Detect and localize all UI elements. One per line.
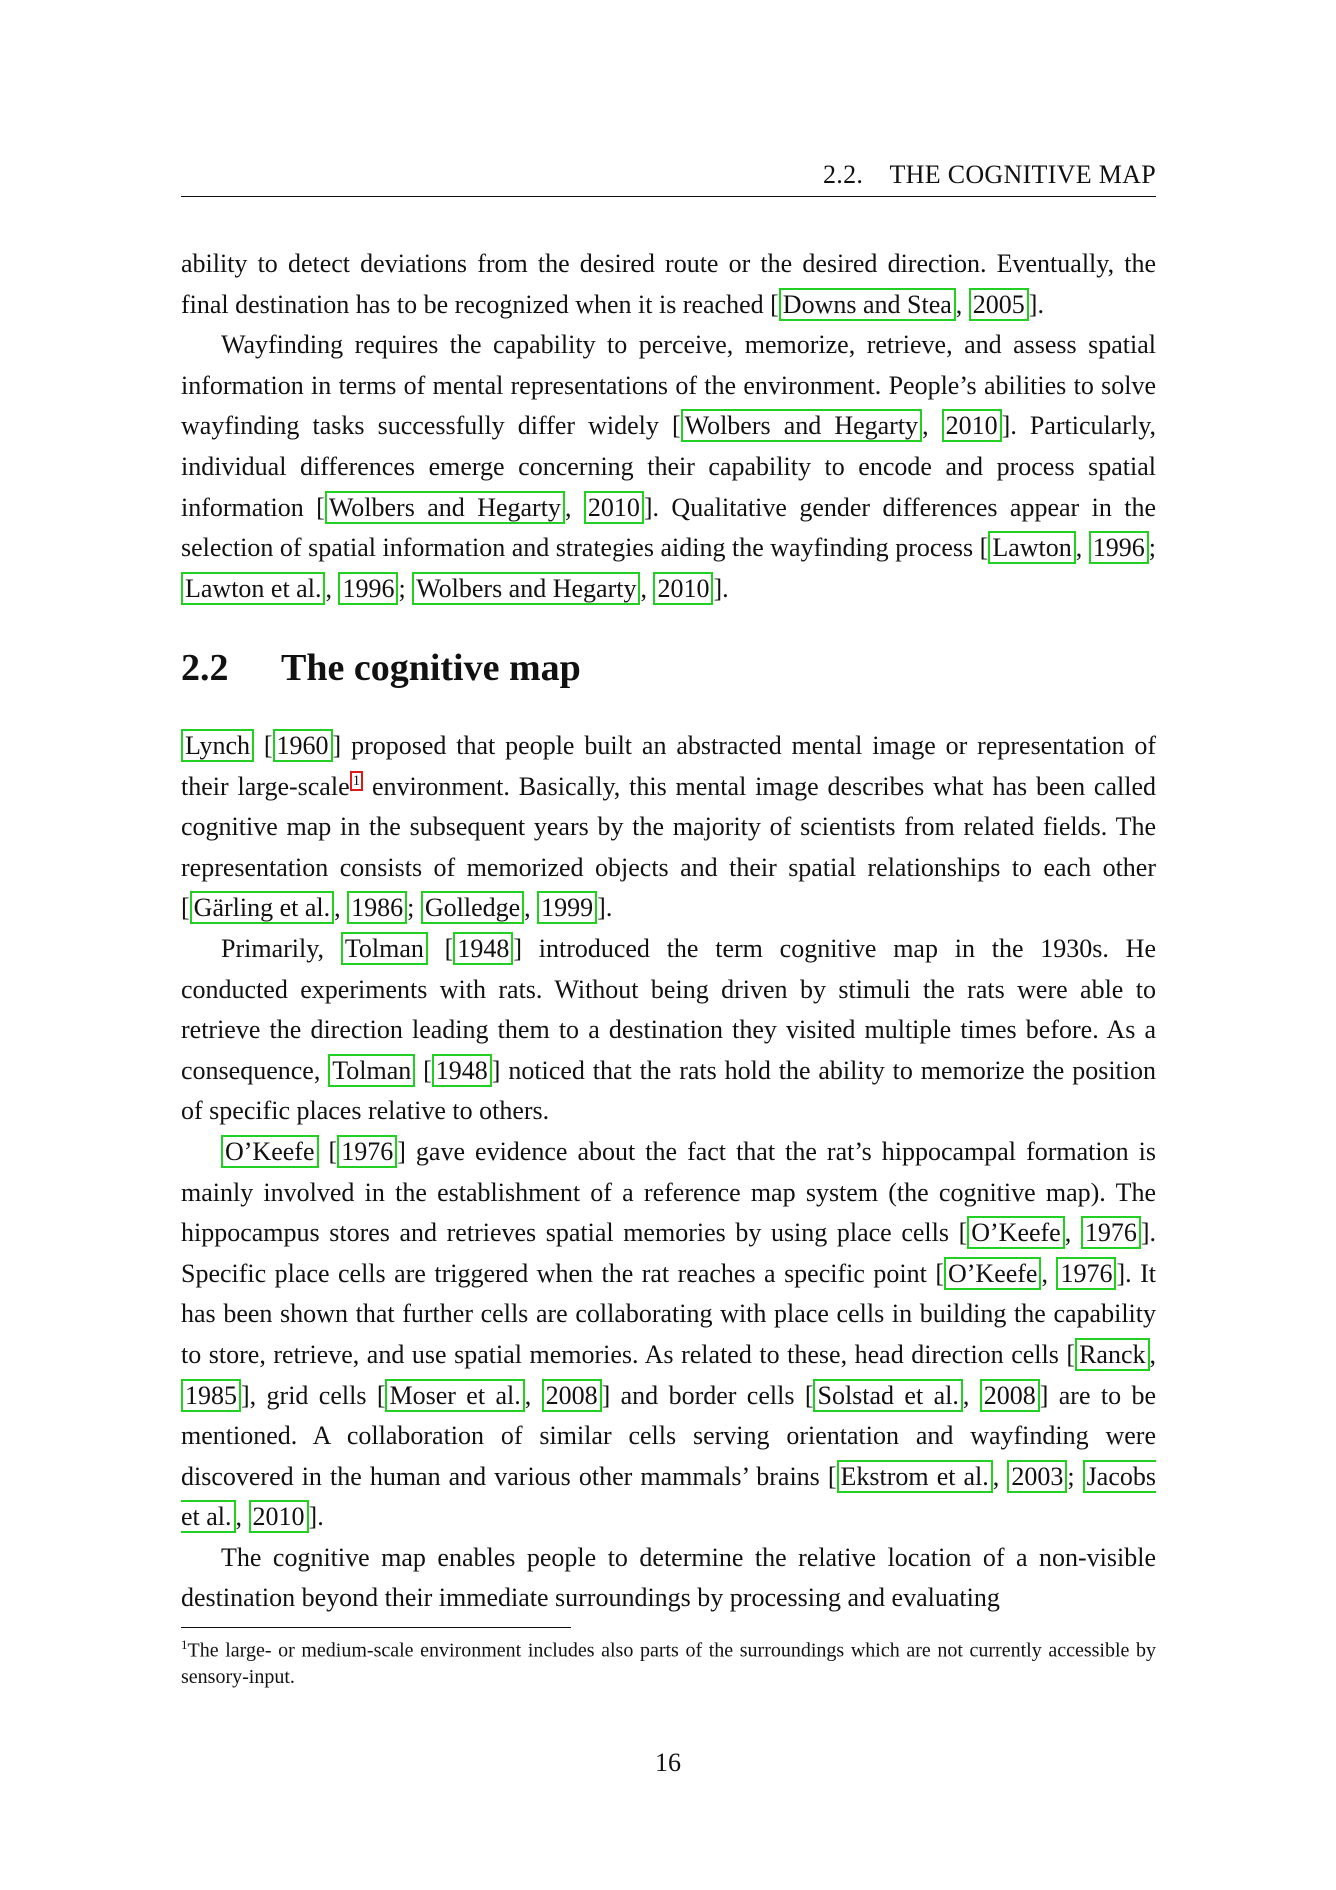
citation-link[interactable]: Lynch [181, 729, 254, 762]
citation-link[interactable]: Wolbers and Hegarty [325, 491, 565, 524]
text-run: ] introduced the term cognitive map in the 1930s. He conducted experiments with rats. Without being driven by stimuli the rats were able to retrieve the direction leading them to a destination they visited multiple times before. As a consequence, [181, 933, 1156, 1085]
citation-link[interactable]: Lawton et al. [181, 572, 325, 605]
text-run: ] are to be mentioned. A collaboration of similar cells serving orientation and wayfinding were discovered in the human and various other mammals’ brains [ [181, 1380, 1157, 1491]
footnote-mark: 1 [181, 1637, 188, 1652]
section-number: 2.2 [181, 647, 229, 689]
citation-link[interactable]: 2008 [542, 1379, 602, 1412]
text-run: [ [254, 731, 273, 760]
text-run: , [992, 1461, 1008, 1491]
text-run: ; [1067, 1461, 1083, 1491]
citation-link[interactable]: 1986 [347, 891, 407, 924]
text-run: ]. [713, 573, 729, 603]
text-run: ]. Particularly, individual differences emerge concerning their capability to encode and process spatial information [ [181, 411, 1157, 522]
footnote-text: The large- or medium-scale environment includes also parts of the surroundings which are not currently accessible by sensory-input. [181, 1639, 1156, 1688]
section-title: The cognitive map [281, 647, 581, 689]
citation-link[interactable]: 1976 [337, 1135, 397, 1168]
citation-link[interactable]: 1996 [338, 572, 398, 605]
paragraph [181, 244, 1156, 325]
text-run: , [955, 289, 969, 319]
citation-link[interactable]: Ekstrom et al. [837, 1460, 993, 1493]
text-run: [ [427, 933, 454, 963]
citation-link[interactable]: Tolman [341, 932, 428, 965]
text-run: ]. [308, 1502, 324, 1532]
text-run: ; [407, 893, 421, 923]
text-run: ] gave evidence about the fact that the rat’s hippocampal formation is mainly involved in the establishment of a reference map system (the cognitive map). The hippocampus stores and retrieves spatial memories by using place cells [ [181, 1136, 1156, 1248]
citation-link[interactable]: Moser et al. [385, 1379, 524, 1412]
text-run: [ [318, 1136, 338, 1166]
citation-link[interactable]: 2008 [980, 1379, 1040, 1412]
citation-link[interactable]: O’Keefe [967, 1216, 1065, 1249]
citation-link[interactable]: Wolbers and Hegarty [681, 409, 922, 442]
citation-link[interactable]: Golledge [421, 891, 524, 924]
citation-link[interactable]: Lawton [988, 531, 1075, 564]
section-heading [181, 646, 581, 690]
text-run: ; [398, 573, 413, 603]
text-run: , [1075, 533, 1089, 563]
text-run: , [524, 893, 538, 923]
citation-link[interactable]: 2003 [1007, 1460, 1067, 1493]
citation-link[interactable]: Tolman [328, 1054, 415, 1087]
text-run: ] noticed that the rats hold the ability to memorize the position of specific places relative to others. [181, 1055, 1156, 1126]
citation-link[interactable]: 1976 [1056, 1257, 1116, 1290]
citation-link[interactable]: 2010 [584, 491, 644, 524]
text-run: , [325, 573, 339, 603]
page-number: 16 [655, 1748, 681, 1777]
text-run: , [640, 573, 654, 603]
citation-link[interactable]: Downs and Stea [779, 288, 956, 321]
text-run: , [235, 1502, 249, 1532]
citation-link[interactable]: 1999 [537, 891, 597, 924]
citation-link[interactable]: Gärling et al. [190, 891, 334, 924]
text-run: [ [415, 1055, 432, 1085]
paragraph [181, 1132, 1156, 1538]
paragraph [181, 929, 1156, 1132]
text-run: ]. It has been shown that further cells are collaborating with place cells in building the capability to store, retrieve, and use spatial memories. As related to these, head direction cells [ [181, 1258, 1156, 1369]
running-head: 2.2. THE COGNITIVE MAP [181, 160, 1156, 197]
text-run: ability to detect deviations from the desired route or the desired direction. Eventually, the final destination has to be recognized when it is reached [ [181, 249, 1156, 319]
text-block-section [181, 726, 1156, 1619]
text-run: , [334, 893, 348, 923]
text-run: , [962, 1380, 980, 1410]
citation-link[interactable]: O’Keefe [944, 1257, 1042, 1290]
text-run: , [1064, 1218, 1081, 1248]
citation-link[interactable]: 1948 [432, 1054, 492, 1087]
footnote-rule [181, 1627, 571, 1628]
citation-link[interactable]: 1960 [273, 729, 333, 762]
citation-link[interactable]: Wolbers and Hegarty [412, 572, 640, 605]
citation-link[interactable]: 2010 [653, 572, 713, 605]
citation-link[interactable]: 1976 [1081, 1216, 1141, 1249]
citation-link[interactable]: O’Keefe [221, 1135, 319, 1168]
citation-link[interactable]: Jacobs et al. [181, 1461, 1156, 1532]
text-run: ; [1148, 533, 1157, 563]
text-run: ]. Specific place cells are triggered when the rat reaches a specific point [ [181, 1218, 1157, 1288]
citation-link[interactable]: 2010 [942, 409, 1002, 442]
footnote-ref-link[interactable]: 1 [350, 771, 364, 791]
text-run: ]. [597, 893, 613, 923]
citation-link[interactable]: Ranck [1075, 1338, 1149, 1371]
text-run: , [564, 492, 584, 522]
paragraph [181, 726, 1156, 929]
text-run: ]. Qualitative gender differences appear in the selection of spatial information and strategies aiding the wayfinding process [ [181, 492, 1157, 563]
text-run: ], grid cells [ [241, 1380, 386, 1410]
text-run: environment. Basically, this mental image describes what has been called cognitive map in the subsequent years by the majority of scientists from related fields. The representation consists of memorized objects and their spatial relationships to each other [ [181, 771, 1156, 923]
paragraph [181, 325, 1156, 609]
text-run: , [922, 411, 942, 441]
text-run: Primarily, [221, 933, 341, 963]
citation-link[interactable]: 2005 [969, 288, 1029, 321]
text-run: , [524, 1380, 542, 1410]
paragraph [181, 1538, 1156, 1619]
citation-link[interactable]: Solstad et al. [813, 1379, 962, 1412]
citation-link[interactable]: 1948 [453, 932, 513, 965]
text-run: ] and border cells [ [601, 1380, 814, 1410]
text-run: The cognitive map enables people to determine the relative location of a non-visible destination beyond their immediate surroundings by processing and evaluating [181, 1542, 1156, 1613]
text-run: ] proposed that people built an abstracted mental image or representation of their large-scale [181, 731, 1156, 801]
citation-link[interactable]: 1985 [181, 1379, 241, 1412]
text-run: Wayfinding requires the capability to perceive, memorize, retrieve, and assess spatial information in terms of mental representations of the environment. People’s abilities to solve wayfinding tasks successfully differ widely [ [181, 330, 1156, 441]
text-run: , [1041, 1258, 1057, 1288]
citation-link[interactable]: 1996 [1089, 531, 1149, 564]
citation-link[interactable]: 2010 [249, 1500, 309, 1533]
text-run: ]. [1028, 289, 1044, 319]
text-run: , [1149, 1339, 1156, 1369]
text-block-intro [181, 244, 1156, 609]
footnote [181, 1632, 1156, 1690]
